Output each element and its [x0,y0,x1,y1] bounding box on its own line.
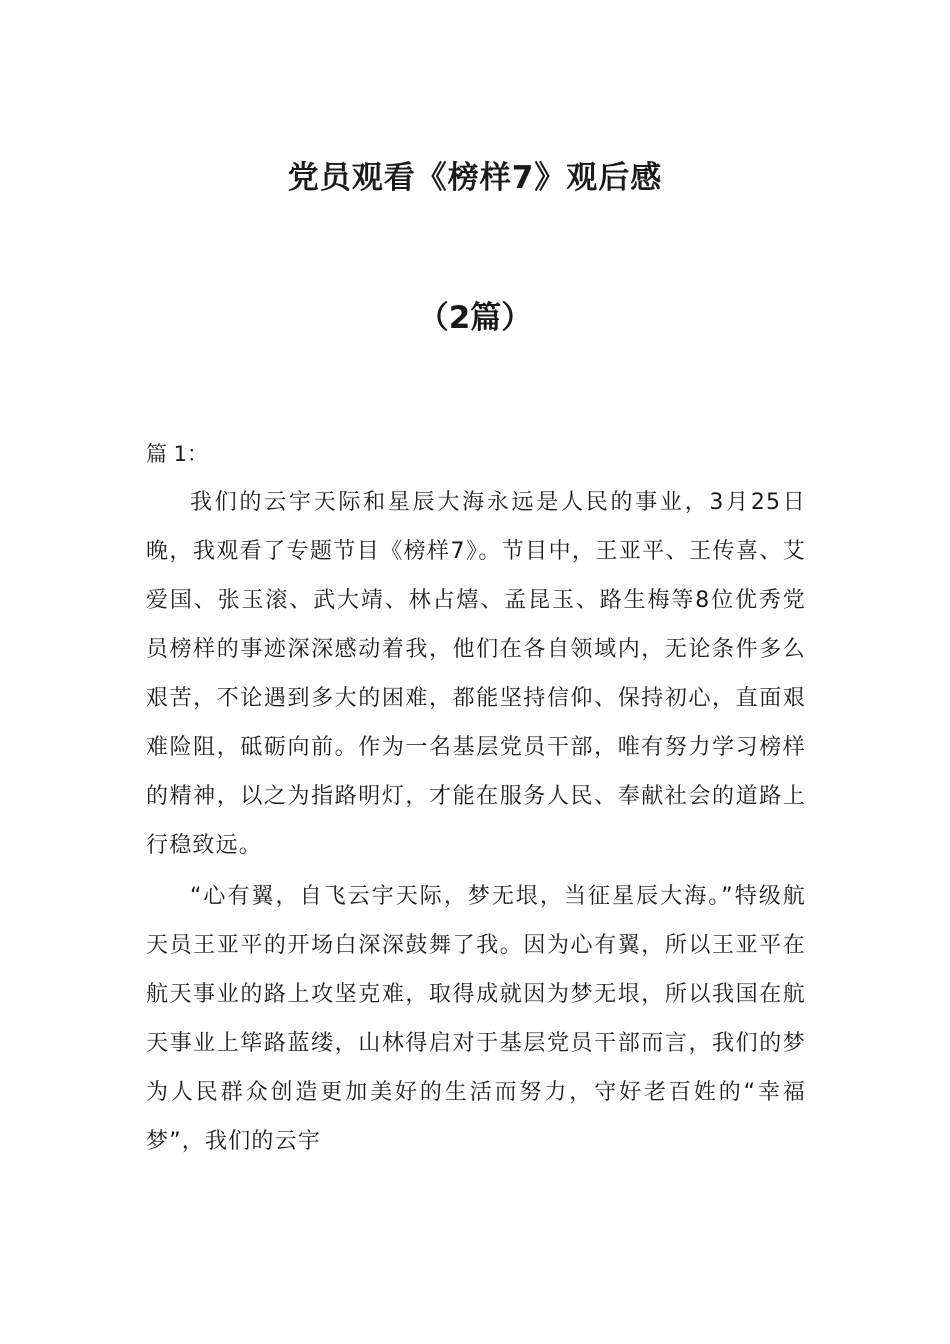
body-paragraph: 我们的云宇天际和星辰大海永远是人民的事业，3月25日晚，我观看了专题节目《榜样7》。节目中，王亚平、王传喜、艾爱国、张玉滚、武大靖、林占熺、孟昆玉、路生梅等8位优秀党员榜样的事迹深深感动着我，他们在各自领域内，无论条件多么艰苦，不论遇到多大的困难，都能坚持信仰、保持初心，直面艰难险阻，砥砺向前。作为一名基层党员干部，唯有努力学习榜样的精神，以之为指路明灯，才能在服务人民、奉献社会的道路上行稳致远。 [146,490,806,858]
document-subtitle: （2篇） [417,300,533,336]
section-label: 篇 1： [146,442,209,466]
body-paragraph: “心有翼，自飞云宇天际，梦无垠，当征星辰大海。”特级航天员王亚平的开场白深深鼓舞了我。因为心有翼，所以王亚平在航天事业的路上攻坚克难，取得成就因为梦无垠，所以我国在航天事业上筚路蓝缕，山林得启对于基层党员干部而言，我们的梦为人民群众创造更加美好的生活而努力，守好老百姓的“幸福梦”，我们的云宇 [146,884,806,1154]
document-title: 党员观看《榜样7》观后感 [287,160,663,196]
